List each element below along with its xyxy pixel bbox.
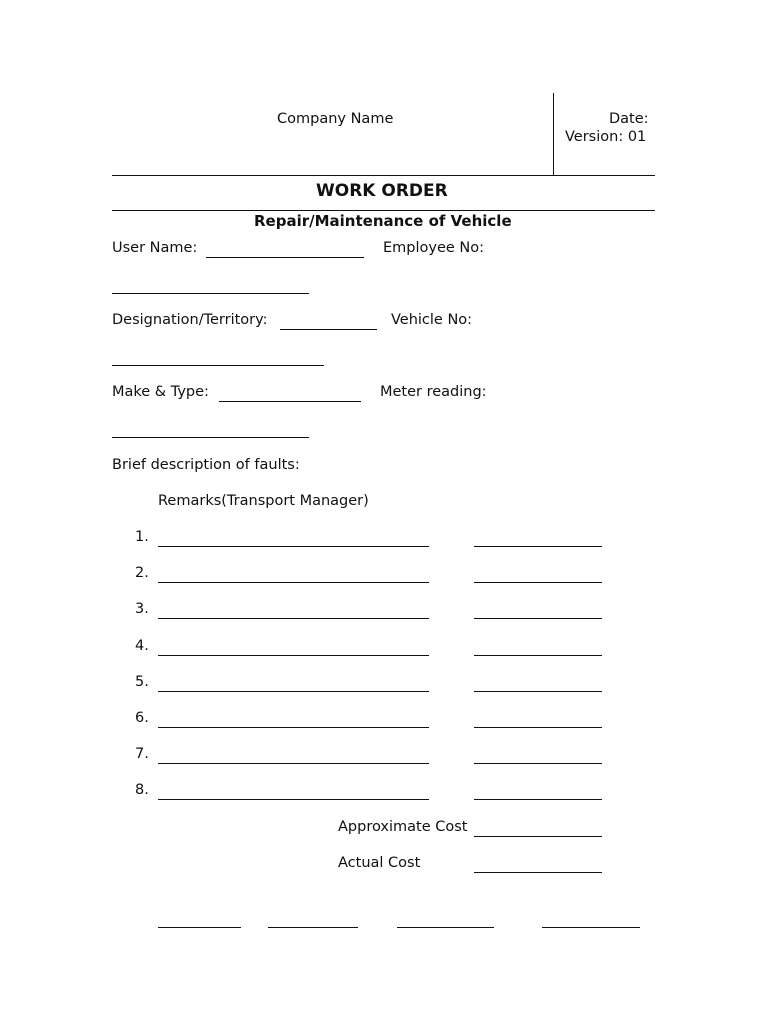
fault-remarks-field[interactable] — [474, 546, 602, 547]
user-name-label: User Name: — [112, 240, 198, 256]
fault-remarks-field[interactable] — [474, 799, 602, 800]
actual-cost-field[interactable] — [474, 872, 602, 873]
meter-reading-field[interactable] — [112, 437, 309, 438]
fault-description-field[interactable] — [158, 546, 429, 547]
signature-line[interactable] — [158, 927, 241, 928]
designation-label: Designation/Territory: — [112, 312, 268, 328]
fault-description-field[interactable] — [158, 618, 429, 619]
fault-description-field[interactable] — [158, 582, 429, 583]
actual-cost-label: Actual Cost — [338, 855, 421, 871]
signature-line[interactable] — [268, 927, 358, 928]
fault-item-number: 5. — [135, 673, 149, 690]
fault-remarks-field[interactable] — [474, 618, 602, 619]
fault-item-number: 2. — [135, 565, 149, 582]
header-rule — [112, 175, 655, 176]
signature-line[interactable] — [542, 927, 640, 928]
fault-description-field[interactable] — [158, 727, 429, 728]
header-divider — [553, 93, 554, 175]
fault-description-field[interactable] — [158, 763, 429, 764]
approx-cost-field[interactable] — [474, 836, 602, 837]
fault-description-field[interactable] — [158, 691, 429, 692]
vehicle-no-field[interactable] — [112, 365, 324, 366]
fault-remarks-field[interactable] — [474, 691, 602, 692]
meter-reading-label: Meter reading: — [380, 384, 487, 400]
make-type-label: Make & Type: — [112, 384, 209, 400]
fault-item-number: 6. — [135, 710, 149, 726]
designation-field[interactable] — [280, 329, 377, 330]
make-type-field[interactable] — [219, 401, 361, 402]
title-rule — [112, 210, 655, 211]
fault-item-number: 4. — [135, 637, 149, 654]
faults-label: Brief description of faults: — [112, 457, 300, 473]
fault-item-number: 8. — [135, 782, 149, 799]
remarks-label: Remarks(Transport Manager) — [158, 493, 369, 509]
fault-remarks-field[interactable] — [474, 727, 602, 728]
fault-description-field[interactable] — [158, 799, 429, 800]
fault-item-number: 3. — [135, 601, 149, 618]
user-name-field[interactable] — [206, 257, 364, 258]
form-subtitle: Repair/Maintenance of Vehicle — [254, 212, 512, 230]
fault-item-number: 7. — [135, 746, 149, 763]
fault-item-number: 1. — [135, 529, 149, 545]
form-title: WORK ORDER — [316, 181, 448, 201]
employee-no-label: Employee No: — [383, 240, 485, 256]
fault-description-field[interactable] — [158, 655, 429, 656]
date-label: Date: — [609, 111, 649, 127]
fault-remarks-field[interactable] — [474, 763, 602, 764]
version-label: Version: 01 — [565, 129, 647, 145]
employee-no-field[interactable] — [112, 293, 309, 294]
fault-remarks-field[interactable] — [474, 582, 602, 583]
signature-line[interactable] — [397, 927, 494, 928]
vehicle-no-label: Vehicle No: — [391, 312, 473, 328]
approx-cost-label: Approximate Cost — [338, 819, 468, 835]
company-name: Company Name — [277, 111, 394, 127]
fault-remarks-field[interactable] — [474, 655, 602, 656]
